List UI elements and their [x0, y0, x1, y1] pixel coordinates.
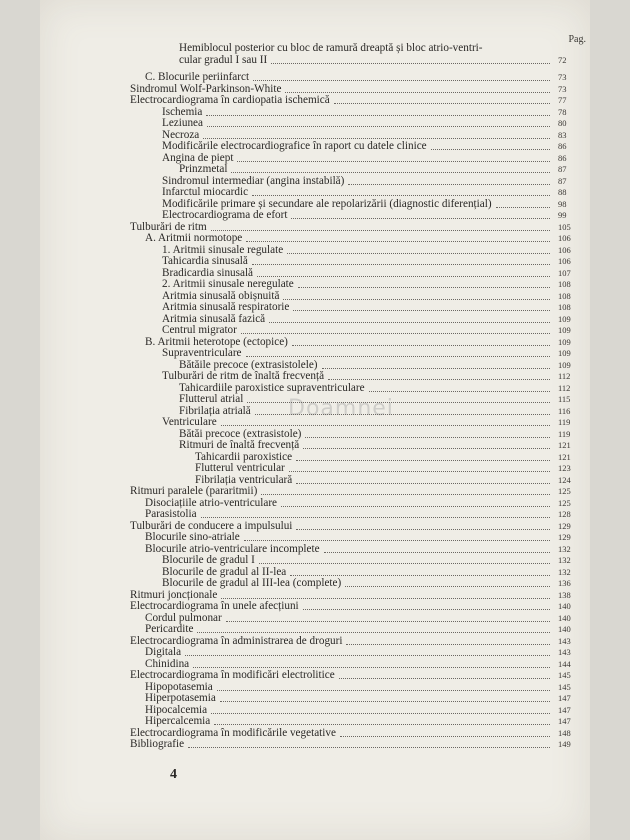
toc-entry-page: 108	[558, 302, 571, 312]
toc-entry-page: 128	[558, 509, 571, 519]
toc-entry-title: Electrocardiograma în administrarea de droguri	[130, 634, 343, 647]
toc-entry-title: Hipocalcemia	[145, 703, 208, 716]
toc-entry-title: Modificările primare și secundare ale repolarizării (diagnostic diferențial)	[162, 197, 492, 210]
toc-entry-page: 112	[558, 371, 571, 381]
toc-entry-page: 121	[558, 440, 571, 450]
toc-entry-page: 116	[558, 405, 571, 416]
toc-entry-page: 123	[558, 463, 571, 473]
toc-entry-title: Bibliografie	[130, 738, 185, 750]
toc-entry-title: Infarctul miocardic	[162, 186, 249, 198]
toc-entry-title: Electrocardiograma în modificările vegetative	[130, 726, 336, 739]
toc-entry-page: 121	[558, 451, 571, 462]
toc-entry-title: Leziunea	[162, 117, 203, 129]
toc-entry-title: Ritmuri de înaltă frecvență	[179, 439, 300, 451]
toc-entry-title: Tahicardii paroxistice	[195, 450, 293, 463]
table-of-contents	[40, 0, 590, 840]
toc-entry-page: 86	[558, 141, 567, 151]
toc-entry-page: 88	[558, 187, 567, 197]
toc-entry	[40, 54, 590, 66]
toc-entry-title: Cordul pulmonar	[145, 611, 222, 624]
toc-entry-page: 78	[558, 106, 567, 117]
toc-entry-title: Electrocardiograma în modificări electrolitice	[130, 669, 335, 681]
toc-entry-title: Aritmia sinusală fazică	[162, 312, 266, 325]
toc-entry-page: 109	[558, 336, 571, 347]
toc-entry-page: 144	[558, 658, 571, 669]
toc-entry-page: 73	[558, 83, 567, 94]
toc-entry-page: 109	[558, 313, 571, 324]
toc-entry-title: Blocurile de gradul al III-lea (complete)	[162, 577, 342, 589]
toc-entry-page: 109	[558, 359, 571, 370]
toc-leader-dots	[188, 735, 550, 748]
toc-entry-title: Ritmuri joncționale	[130, 588, 218, 601]
toc-entry-page: 132	[558, 566, 571, 577]
toc-entry-title: Bradicardia sinusală	[162, 266, 254, 279]
toc-entry-title: A. Aritmii normotope	[145, 232, 243, 244]
toc-entry-title: Ischemia	[162, 105, 203, 118]
toc-entry-title: Electrocardiograma în unele afecțiuni	[130, 600, 299, 612]
toc-entry-title: Flutterul ventricular	[195, 462, 285, 474]
toc-entry-title: Chinidina	[145, 657, 190, 670]
toc-entry-page: 147	[558, 693, 571, 703]
toc-entry-page: 125	[558, 497, 571, 508]
toc-entry-page: 87	[558, 164, 567, 174]
toc-entry-title: Hiperpotasemia	[145, 692, 216, 704]
toc-entry-page: 140	[558, 601, 571, 611]
toc-entry-page: 105	[558, 221, 571, 232]
toc-entry-title: Bătăile precoce (extrasistolele)	[179, 358, 318, 371]
toc-entry-title: Hipopotasemia	[145, 680, 213, 693]
toc-entry-title: Sindromul intermediar (angina instabilă)	[162, 174, 345, 187]
page-column-label: Pag.	[568, 34, 586, 45]
toc-entry-title: 2. Aritmii sinusale neregulate	[162, 278, 294, 290]
toc-entry-page: 148	[558, 727, 571, 738]
toc-entry-title: Hipercalcemia	[145, 715, 211, 727]
toc-entry-page: 140	[558, 612, 571, 623]
toc-entry-title: Aritmia sinusală respiratorie	[162, 301, 290, 313]
toc-entry-title: Digitala	[145, 646, 182, 658]
toc-entry-page: 147	[558, 716, 571, 726]
toc-entry-page: 98	[558, 198, 567, 209]
toc-entry-page: 145	[558, 681, 571, 692]
toc-entry-title: C. Blocurile periinfarct	[145, 71, 250, 83]
book-page	[40, 0, 590, 840]
toc-entry-page: 129	[558, 532, 571, 542]
toc-entry-page: 106	[558, 233, 571, 243]
toc-entry-title: Flutterul atrial	[179, 393, 244, 405]
toc-entry-page: 77	[558, 95, 567, 105]
toc-entry-title: Electrocardiograma în cardiopatia ischemică	[130, 94, 330, 106]
toc-entry-page: 108	[558, 279, 571, 289]
toc-entry-page: 86	[558, 152, 567, 163]
toc-entry-page: 132	[558, 555, 571, 565]
toc-entry-page: 80	[558, 118, 567, 128]
page-number: 4	[170, 767, 177, 782]
toc-entry-page: 108	[558, 290, 571, 301]
toc-entry-title: Parasistolia	[145, 508, 197, 520]
toc-entry-title: 1. Aritmii sinusale regulate	[162, 243, 284, 256]
toc-entry-page: 83	[558, 129, 567, 140]
toc-entry-page: 125	[558, 486, 571, 496]
toc-leader-dots	[271, 51, 550, 64]
toc-entry-page: 72	[558, 54, 567, 65]
toc-entry-title: Tahicardiile paroxistice supraventriculare	[179, 381, 365, 394]
toc-entry-title: Modificările electrocardiografice în raport cu datele clinice	[162, 140, 427, 152]
toc-entry-title: Necroza	[162, 128, 200, 141]
toc-entry-page: 109	[558, 348, 571, 358]
toc-entry-page: 143	[558, 647, 571, 657]
toc-entry-title: Blocurile de gradul I	[162, 554, 255, 566]
toc-entry-page: 115	[558, 394, 571, 404]
watermark: Doamnei	[288, 396, 394, 421]
toc-entry-title: Fibrilația atrială	[179, 404, 251, 417]
toc-entry-title: Disociațiile atrio-ventriculare	[145, 496, 278, 509]
toc-entry-title: Centrul migrator	[162, 324, 237, 336]
toc-entry-page: 129	[558, 520, 571, 531]
toc-entry-page: 136	[558, 578, 571, 588]
toc-entry-title: Blocurile sino-atriale	[145, 531, 240, 543]
toc-entry-title: Electrocardiograma de efort	[162, 209, 288, 221]
toc-entry-title: Supraventriculare	[162, 347, 242, 359]
toc-entry-title: Sindromul Wolf-Parkinson-White	[130, 82, 282, 95]
toc-entry-title: Tulburări de ritm de înaltă frecvență	[162, 370, 325, 382]
toc-entry-page: 119	[558, 417, 571, 427]
toc-entry-page: 138	[558, 589, 571, 600]
toc-entry-page: 143	[558, 635, 571, 646]
toc-entry-page: 106	[558, 256, 571, 266]
toc-entry-page: 119	[558, 428, 571, 439]
toc-entry-page: 87	[558, 175, 567, 186]
toc-entry-title: Aritmia sinusală obișnuită	[162, 289, 280, 302]
toc-entry-title: Pericardite	[145, 623, 194, 635]
toc-entry-page: 145	[558, 670, 571, 680]
toc-entry-title: Blocurile atrio-ventriculare incomplete	[145, 542, 320, 555]
toc-entry-title: Tulburări de ritm	[130, 220, 207, 233]
toc-entry-page: 140	[558, 624, 571, 634]
toc-entry-page: 147	[558, 704, 571, 715]
toc-entry-title: Angina de piept	[162, 151, 234, 164]
toc-entry-page: 132	[558, 543, 571, 554]
toc-entry-title: Prinzmetal	[179, 163, 228, 175]
toc-entry-page: 73	[558, 72, 567, 82]
toc-entry-title: B. Aritmii heterotope (ectopice)	[145, 335, 288, 348]
toc-entry-title: Bătăi precoce (extrasistole)	[179, 427, 302, 440]
toc-entry	[40, 738, 590, 750]
toc-entry-title: Blocurile de gradul al II-lea	[162, 565, 287, 578]
toc-entry-title: Ventriculare	[162, 416, 217, 428]
toc-entry-page: 107	[558, 267, 571, 278]
toc-entry-title: Tahicardia sinusală	[162, 255, 248, 267]
toc-entry-title: Hemiblocul posterior cu bloc de ramură dreaptă și bloc atrio-ventri-	[179, 42, 483, 54]
toc-entry-title: cular gradul I sau II	[179, 53, 268, 66]
toc-entry-page: 149	[558, 739, 571, 749]
toc-entry-page: 106	[558, 244, 571, 255]
toc-entry-page: 109	[558, 325, 571, 335]
toc-entry-title: Tulburări de conducere a impulsului	[130, 519, 293, 532]
toc-entry-title: Fibrilația ventriculară	[195, 473, 293, 486]
toc-entry-page: 124	[558, 474, 571, 485]
toc-entry-title: Ritmuri paralele (pararitmii)	[130, 485, 258, 497]
toc-entry-page: 112	[558, 382, 571, 393]
toc-entry-page: 99	[558, 210, 567, 220]
